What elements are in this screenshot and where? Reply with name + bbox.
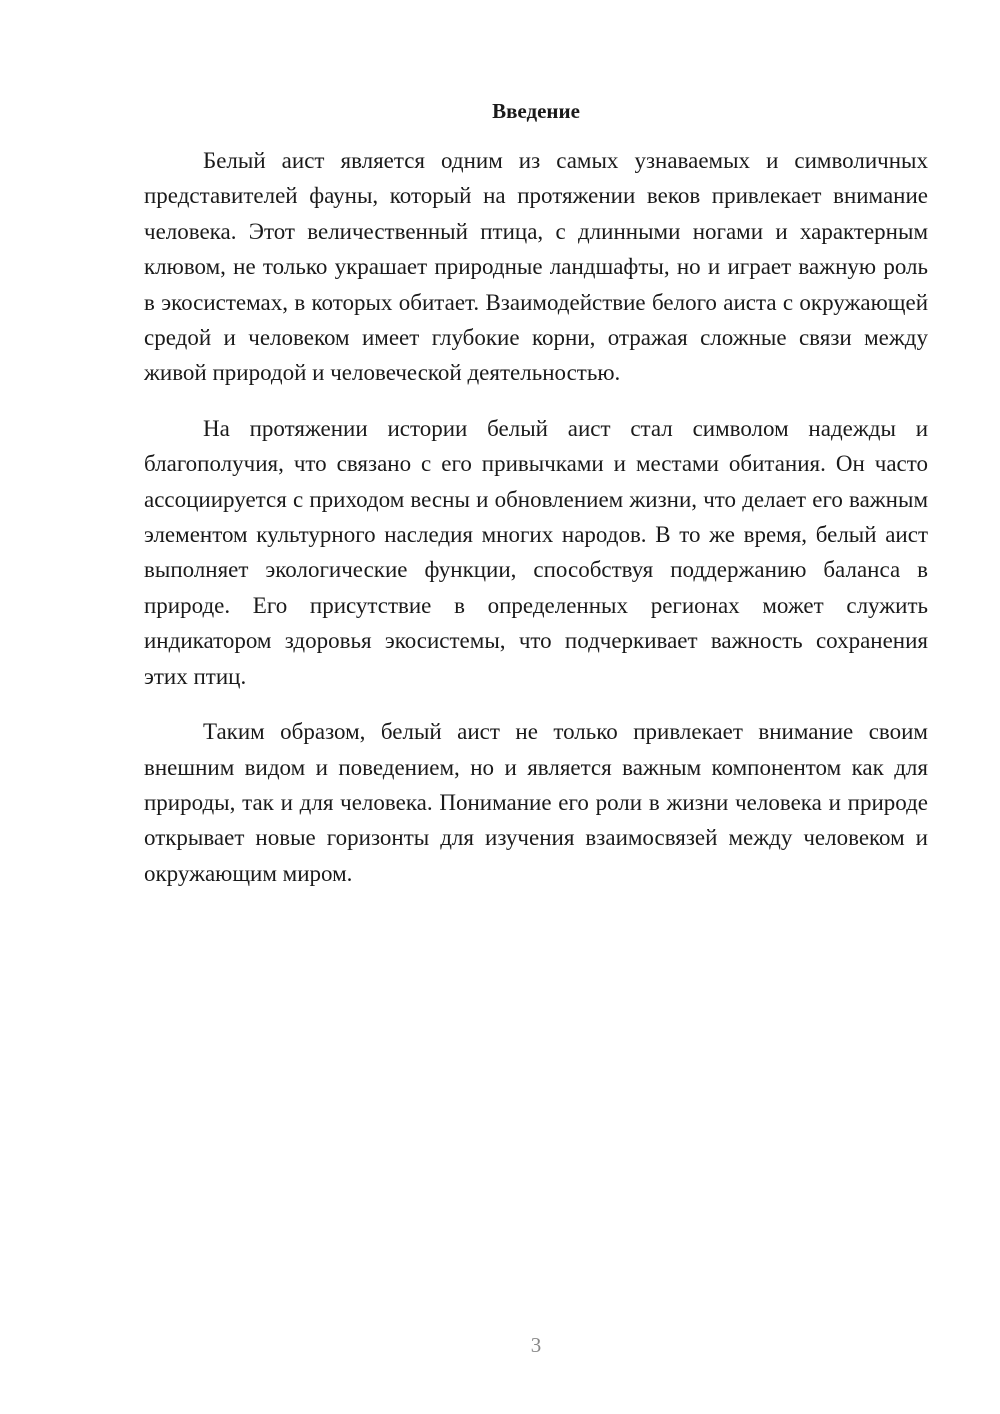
paragraph: На протяжении истории белый аист стал символом надежды и благополучия, что связано с его привычками и местами обитания. Он часто ассоциируется с приходом весны и обновлением жизни, что делает его важным элементом культурного наследия многих народов. В то же время, белый аист выполняет экологические функции, способствуя поддержанию баланса в природе. Его присутствие в определенных регионах может служить индикатором здоровья экосистемы, что подчеркивает важность сохранения этих птиц. [144, 415, 928, 689]
paragraph: Таким образом, белый аист не только привлекает внимание своим внешним видом и поведением, но и является важным компонентом как для природы, так и для человека. Понимание его роли в жизни человека и природе открывает новые горизонты для изучения взаимосвязей между человеком и окружающим миром. [144, 719, 928, 886]
section-title: Введение [492, 99, 580, 123]
paragraph: Белый аист является одним из самых узнаваемых и символичных представителей фауны, который на протяжении веков привлекает внимание человека. Этот величественный птица, с длинными ногами и характерным клювом, не только украшает природные ландшафты, но и играет важную роль в экосистемах, в которых обитает. Взаимодействие белого аиста с окружающей средой и человеком имеет глубокие корни, отражая сложные связи между живой природой и человеческой деятельностью. [144, 148, 928, 386]
document-body [144, 143, 928, 891]
page-number: 3 [530, 1333, 542, 1357]
